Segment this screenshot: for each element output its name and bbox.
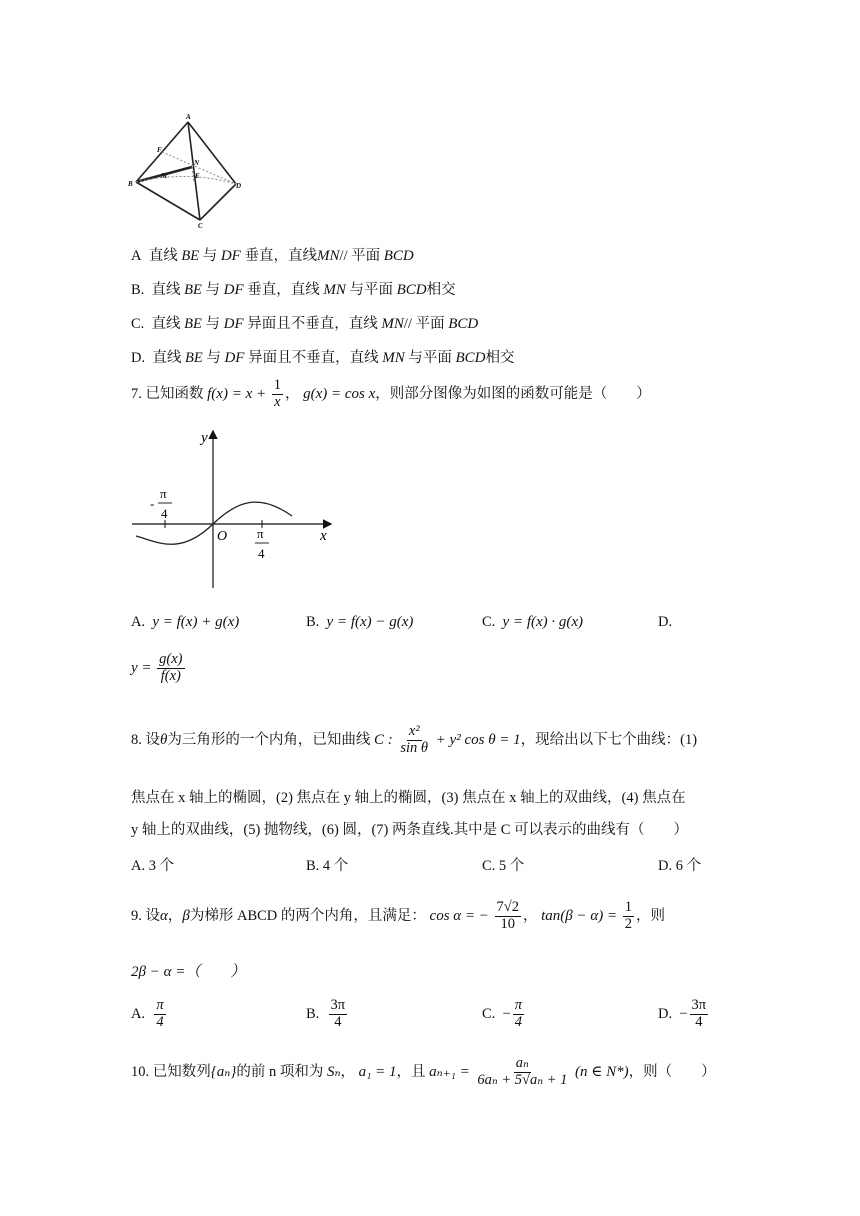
point-m-label: M bbox=[161, 172, 168, 180]
neg-tick-den: 4 bbox=[161, 506, 168, 521]
neg-tick-num: π bbox=[160, 486, 167, 501]
q8-option-c: C. 5 个 bbox=[482, 858, 525, 874]
q9-option-b: B. $\frac{3\pi}{4}$ bbox=[306, 997, 346, 1030]
q8-option-b: B. 4 个 bbox=[306, 858, 349, 874]
point-e-label: E bbox=[195, 172, 200, 180]
q6-option-b: B. 直线 BE 与 DF 垂直，直线 MN 与平面 BCD相交 bbox=[131, 282, 456, 298]
q9-option-c: C. − $\frac{\pi}{4}$ bbox=[482, 997, 522, 1030]
function-curve bbox=[136, 502, 292, 544]
q7-stem: 7. 已知函数 f(x) = x + $\frac{1}{x}$ ， g(x) = cos x，则部分图像为如图的函数可能是（ ） bbox=[131, 377, 651, 410]
vertex-d-label: D bbox=[236, 182, 242, 190]
q7-option-b: B. y = f(x) − g(x) bbox=[306, 614, 414, 630]
x-axis-label: x bbox=[320, 528, 327, 544]
q9-line-1: 9. 设α，β为梯形 ABCD 的两个内角，且满足： cos α = − $\frac{7√2}{10}$ ， tan(β − α) = $\frac{1}{2}$ ，则 bbox=[131, 899, 665, 932]
q9-option-d: D. − $\frac{3\pi}{4}$ bbox=[658, 997, 707, 1030]
pos-tick-num: π bbox=[257, 526, 264, 541]
q8-option-a: A. 3 个 bbox=[131, 858, 175, 874]
vertex-c-label: C bbox=[198, 222, 203, 228]
q9-option-a: A. $\frac{\pi}{4}$ bbox=[131, 997, 164, 1030]
q7-option-d-formula: y = $\frac{g(x)}{f(x)}$ bbox=[131, 651, 183, 684]
point-f-label: F bbox=[157, 146, 162, 154]
q8-line-1: 8. 设θ为三角形的一个内角，已知曲线 C : $\frac{\text{x²}}{\text{sin θ}}$ + y² cos θ = 1，现给出以下七个曲线：(1) bbox=[131, 723, 698, 756]
q8-line-3: y 轴上的双曲线，(5) 抛物线，(6) 圆，(7) 两条直线.其中是 C 可以表示的曲线有（ ） bbox=[131, 822, 689, 838]
q7-option-c: C. y = f(x) · g(x) bbox=[482, 614, 584, 630]
tetrahedron-figure bbox=[128, 112, 248, 228]
q6-option-d: D. 直线 BE 与 DF 异面且不垂直，直线 MN 与平面 BCD相交 bbox=[131, 350, 515, 366]
q6-option-c: C. 直线 BE 与 DF 异面且不垂直，直线 MN// 平面 BCD bbox=[131, 316, 479, 332]
vertex-b-label: B bbox=[128, 180, 133, 188]
q7-option-a: A. y = f(x) + g(x) bbox=[131, 614, 240, 630]
q10-stem: 10. 已知数列{aₙ}的前 n 项和为 Sₙ， a₁ = 1，且 aₙ₊₁ = $\frac{\text{aₙ}}{\text{6aₙ + 5√aₙ + 1}}$ (n ∈ N*)，则（ ） bbox=[131, 1055, 716, 1088]
point-n-label: N bbox=[194, 159, 200, 167]
q8-line-2: 焦点在 x 轴上的椭圆，(2) 焦点在 y 轴上的椭圆，(3) 焦点在 x 轴上的双曲线，(4) 焦点在 bbox=[131, 790, 686, 806]
q7-function-graph bbox=[128, 424, 338, 590]
q9-line-2: 2β − α =（ ） bbox=[131, 964, 246, 980]
q7-option-d-label: D. bbox=[658, 614, 673, 630]
neg-tick-sign: - bbox=[150, 496, 155, 511]
origin-label: O bbox=[217, 529, 228, 544]
y-axis-label: y bbox=[201, 430, 208, 446]
pos-tick-den: 4 bbox=[258, 546, 265, 561]
q8-option-d: D. 6 个 bbox=[658, 858, 702, 874]
q6-option-a: A 直线 BE 与 DF 垂直，直线MN// 平面 BCD bbox=[131, 248, 414, 264]
vertex-a-label: A bbox=[186, 113, 191, 121]
